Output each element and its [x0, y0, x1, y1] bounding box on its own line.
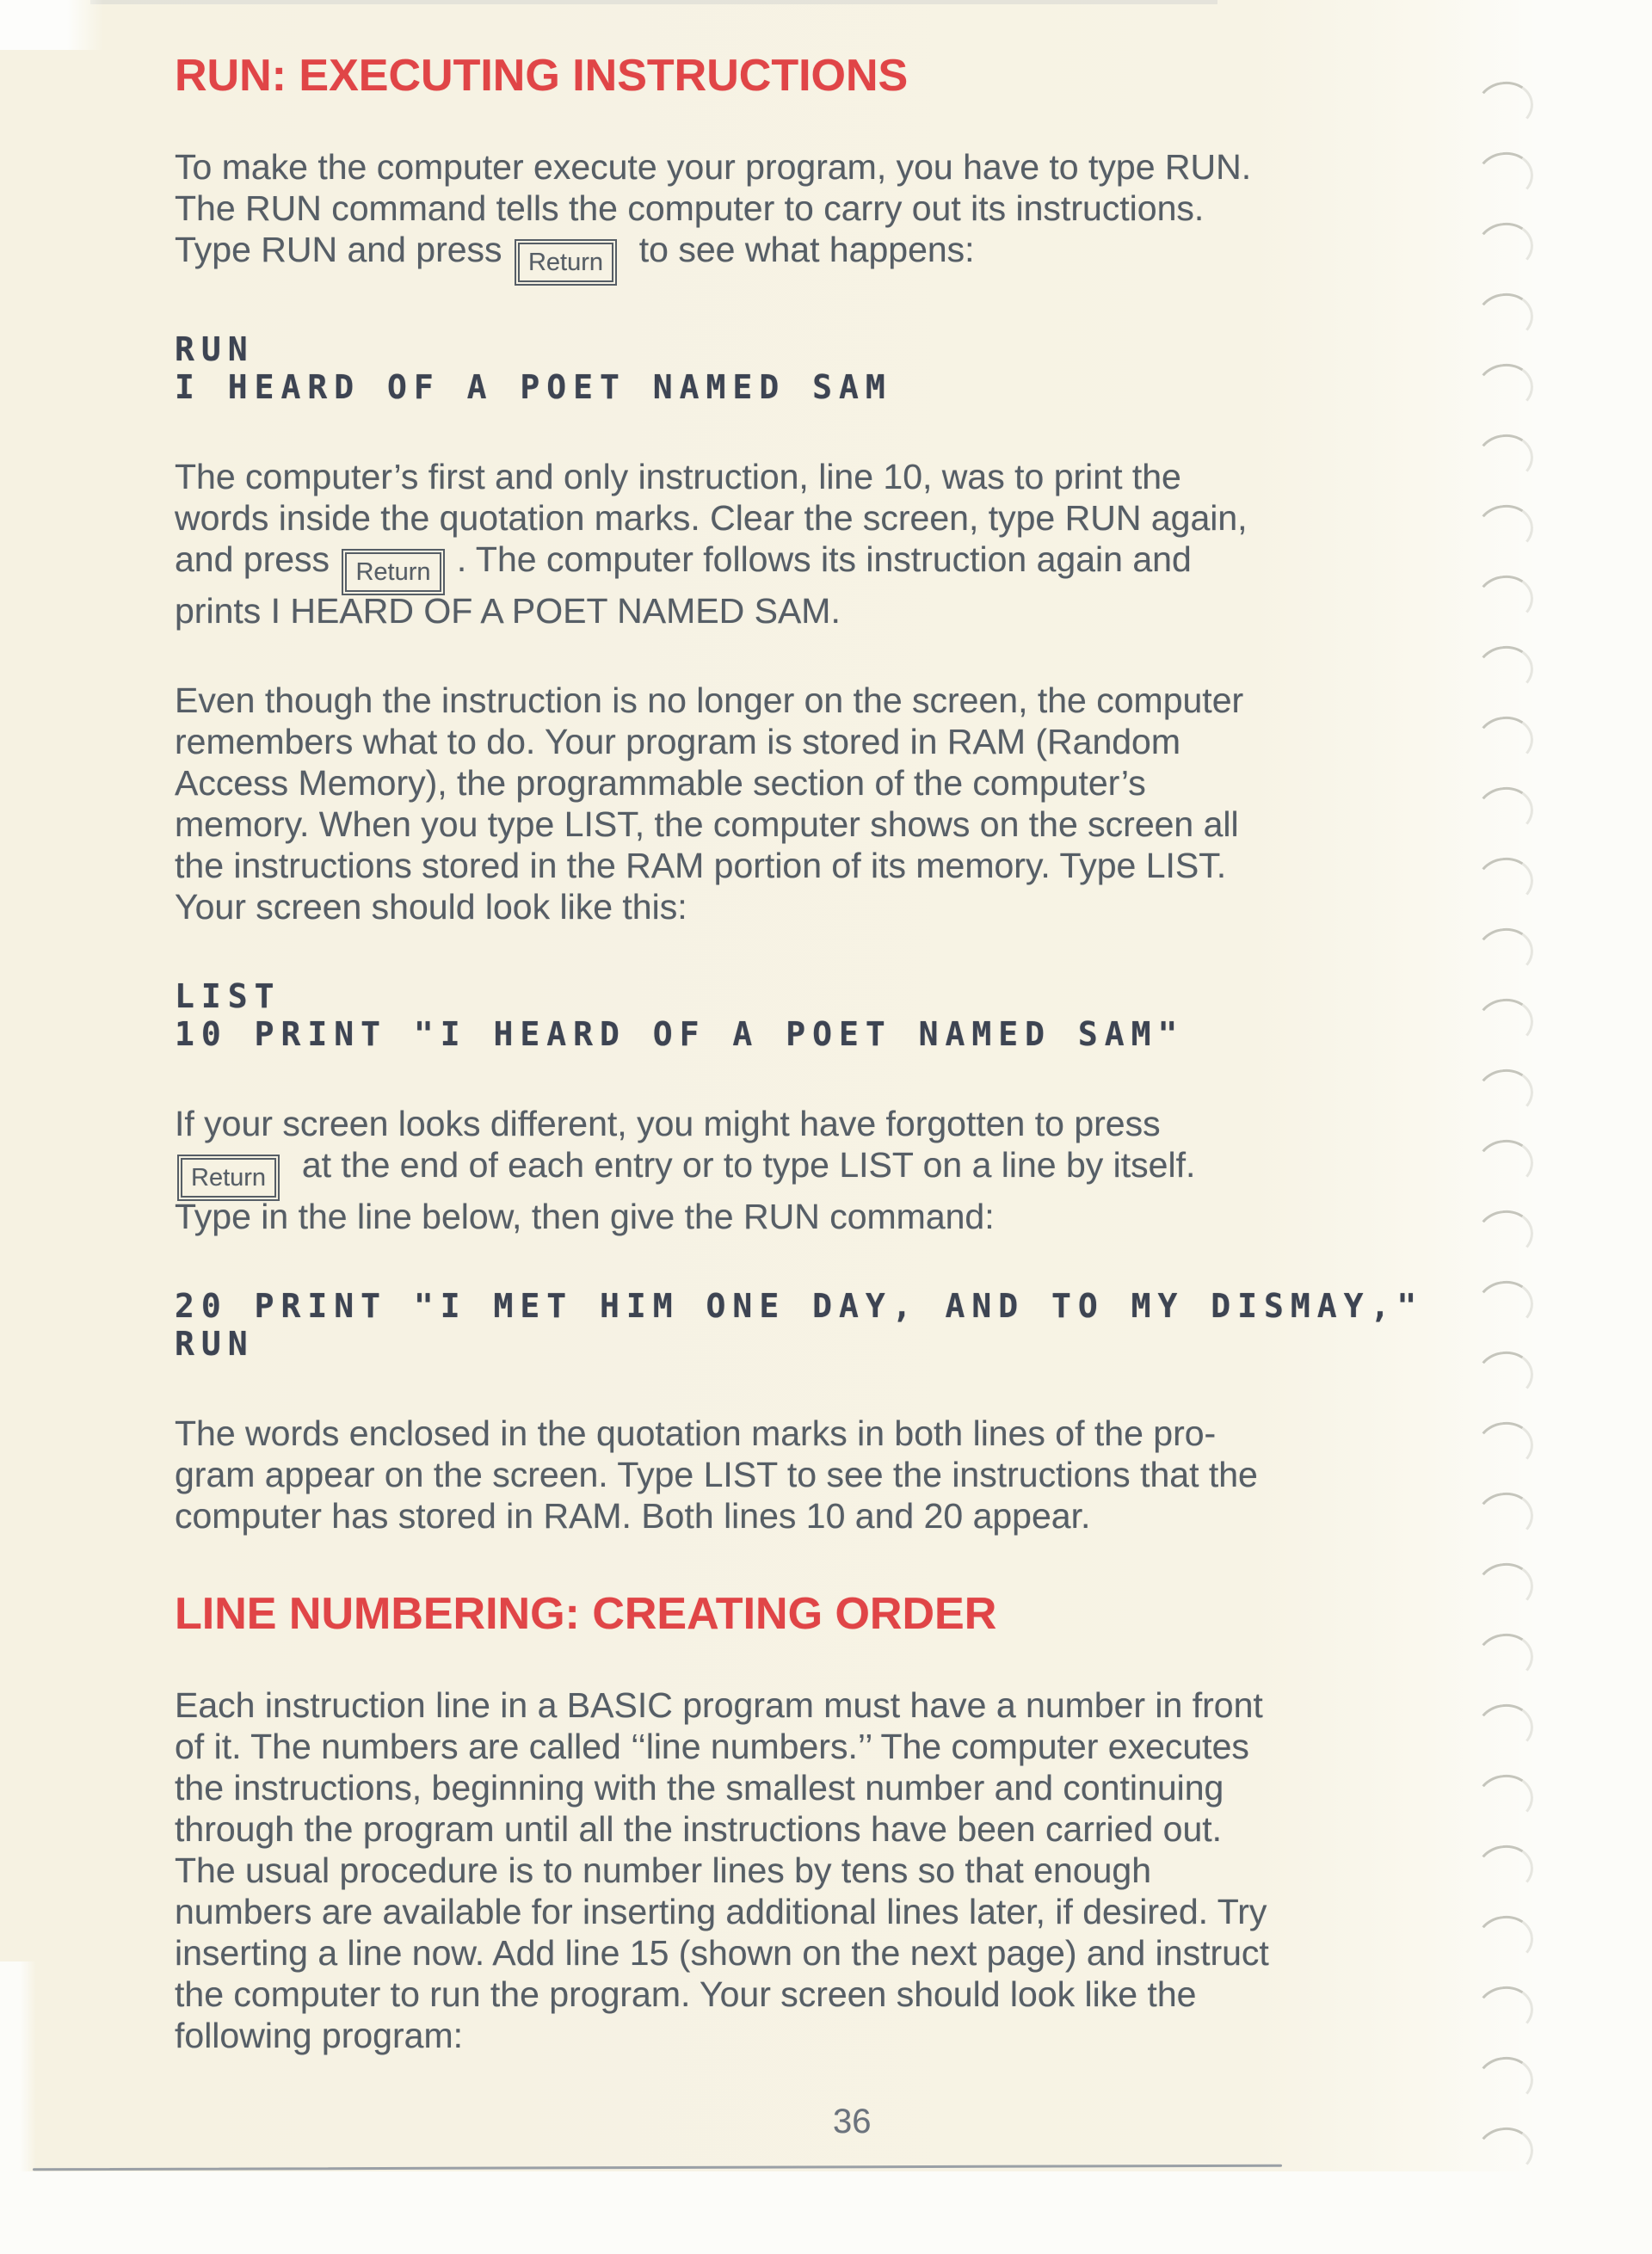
section-heading: LINE NUMBERING: CREATING ORDER: [175, 1589, 997, 1639]
screen-code-block: [175, 977, 1465, 1053]
paragraph-line: [175, 1726, 1465, 1767]
paragraph-line: [175, 1891, 1465, 1932]
text-run: to see what happens:: [620, 230, 975, 269]
code-line: RUN: [175, 1325, 255, 1363]
text-run: the instructions stored in the RAM portion of its memory. Type LIST.: [175, 846, 1227, 885]
paragraph-line: [175, 539, 1465, 590]
text-run: Each instruction line in a BASIC program must have a number in front: [175, 1685, 1263, 1725]
text-run: at the end of each entry or to type LIST on a line by itself.: [282, 1145, 1196, 1185]
return-key: Return: [342, 549, 444, 595]
paragraph-line: [175, 1767, 1465, 1808]
text-run: gram appear on the screen. Type LIST to see the instructions that the: [175, 1455, 1258, 1494]
paragraph: [175, 146, 1465, 280]
text-run: . The computer follows its instruction again and: [447, 539, 1192, 579]
paragraph-line: [175, 1808, 1465, 1850]
paragraph-line: [175, 1454, 1465, 1495]
return-key: Return: [515, 239, 617, 286]
screen-code-block: [175, 1287, 1465, 1363]
text-run: the instructions, beginning with the smallest number and continuing: [175, 1768, 1224, 1808]
text-run: Type RUN and press: [175, 230, 512, 269]
text-run: prints I HEARD OF A POET NAMED SAM.: [175, 591, 841, 631]
text-run: Access Memory), the programmable section of the computer’s: [175, 763, 1146, 803]
paragraph-line: [175, 146, 1465, 188]
paragraph-line: [175, 188, 1465, 229]
scanner-bed-background: [0, 2171, 1652, 2254]
text-run: If your screen looks different, you might have forgotten to press: [175, 1104, 1161, 1143]
paragraph-line: [175, 1850, 1465, 1891]
paragraph-line: [175, 2015, 1465, 2056]
code-line: 20 PRINT "I MET HIM ONE DAY, AND TO MY DISMAY,": [175, 1287, 1424, 1325]
text-run: inserting a line now. Add line 15 (shown on the next page) and instruct: [175, 1933, 1269, 1973]
page-number: 36: [833, 2103, 872, 2140]
paragraph-line: [175, 456, 1465, 497]
scan-corner-artifact: [0, 0, 103, 50]
paragraph-line: [175, 1495, 1465, 1537]
paragraph-line: [175, 590, 1465, 631]
text-run: words inside the quotation marks. Clear the screen, type RUN again,: [175, 498, 1248, 538]
paragraph-line: [175, 497, 1465, 539]
paragraph: [175, 680, 1465, 927]
text-run: Your screen should look like this:: [175, 887, 687, 927]
paragraph-line: [175, 229, 1465, 280]
text-run: through the program until all the instructions have been carried out.: [175, 1809, 1223, 1849]
paragraph: [175, 1684, 1465, 2056]
paragraph-line: [175, 1974, 1465, 2015]
text-run: the computer to run the program. Your screen should look like the: [175, 1974, 1197, 2014]
text-run: Type in the line below, then give the RUN command:: [175, 1197, 995, 1236]
text-run: The RUN command tells the computer to carry out its instructions.: [175, 188, 1205, 228]
paragraph-line: [175, 1413, 1465, 1454]
return-key: Return: [177, 1155, 280, 1201]
paragraph-line: [175, 804, 1465, 845]
text-run: following program:: [175, 2016, 463, 2055]
text-run: memory. When you type LIST, the computer shows on the screen all: [175, 804, 1239, 844]
text-run: computer has stored in RAM. Both lines 10 and 20 appear.: [175, 1496, 1091, 1536]
paragraph: [175, 456, 1465, 631]
paragraph-line: [175, 1144, 1465, 1196]
paragraph-line: [175, 845, 1465, 886]
paragraph-line: [175, 1196, 1465, 1237]
section-heading: RUN: EXECUTING INSTRUCTIONS: [175, 51, 909, 101]
paragraph-line: [175, 886, 1465, 927]
text-run: numbers are available for inserting additional lines later, if desired. Try: [175, 1892, 1267, 1931]
text-run: The usual procedure is to number lines by tens so that enough: [175, 1851, 1152, 1890]
paragraph-line: [175, 721, 1465, 762]
text-run: The words enclosed in the quotation marks in both lines of the pro-: [175, 1413, 1217, 1453]
text-run: and press: [175, 539, 340, 579]
paragraph-line: [175, 1932, 1465, 1974]
paragraph-line: [175, 1684, 1465, 1726]
page-content-column: [175, 53, 1465, 2104]
screen-code-block: [175, 330, 1465, 406]
text-run: remembers what to do. Your program is stored in RAM (Random: [175, 722, 1181, 761]
paragraph: [175, 1103, 1465, 1237]
code-line: 10 PRINT "I HEARD OF A POET NAMED SAM": [175, 1015, 1185, 1053]
text-run: To make the computer execute your program, you have to type RUN.: [175, 147, 1252, 187]
text-run: Even though the instruction is no longer on the screen, the computer: [175, 681, 1244, 720]
code-line: I HEARD OF A POET NAMED SAM: [175, 368, 892, 406]
paragraph: [175, 1413, 1465, 1537]
code-line: LIST: [175, 977, 281, 1015]
code-line: RUN: [175, 330, 255, 368]
paragraph-line: [175, 762, 1465, 804]
paragraph-line: [175, 680, 1465, 721]
paragraph-line: [175, 1103, 1465, 1144]
text-run: of it. The numbers are called ‘‘line numbers.’’ The computer executes: [175, 1727, 1249, 1766]
text-run: The computer’s first and only instruction, line 10, was to print the: [175, 457, 1181, 496]
scan-top-edge: [90, 0, 1217, 4]
